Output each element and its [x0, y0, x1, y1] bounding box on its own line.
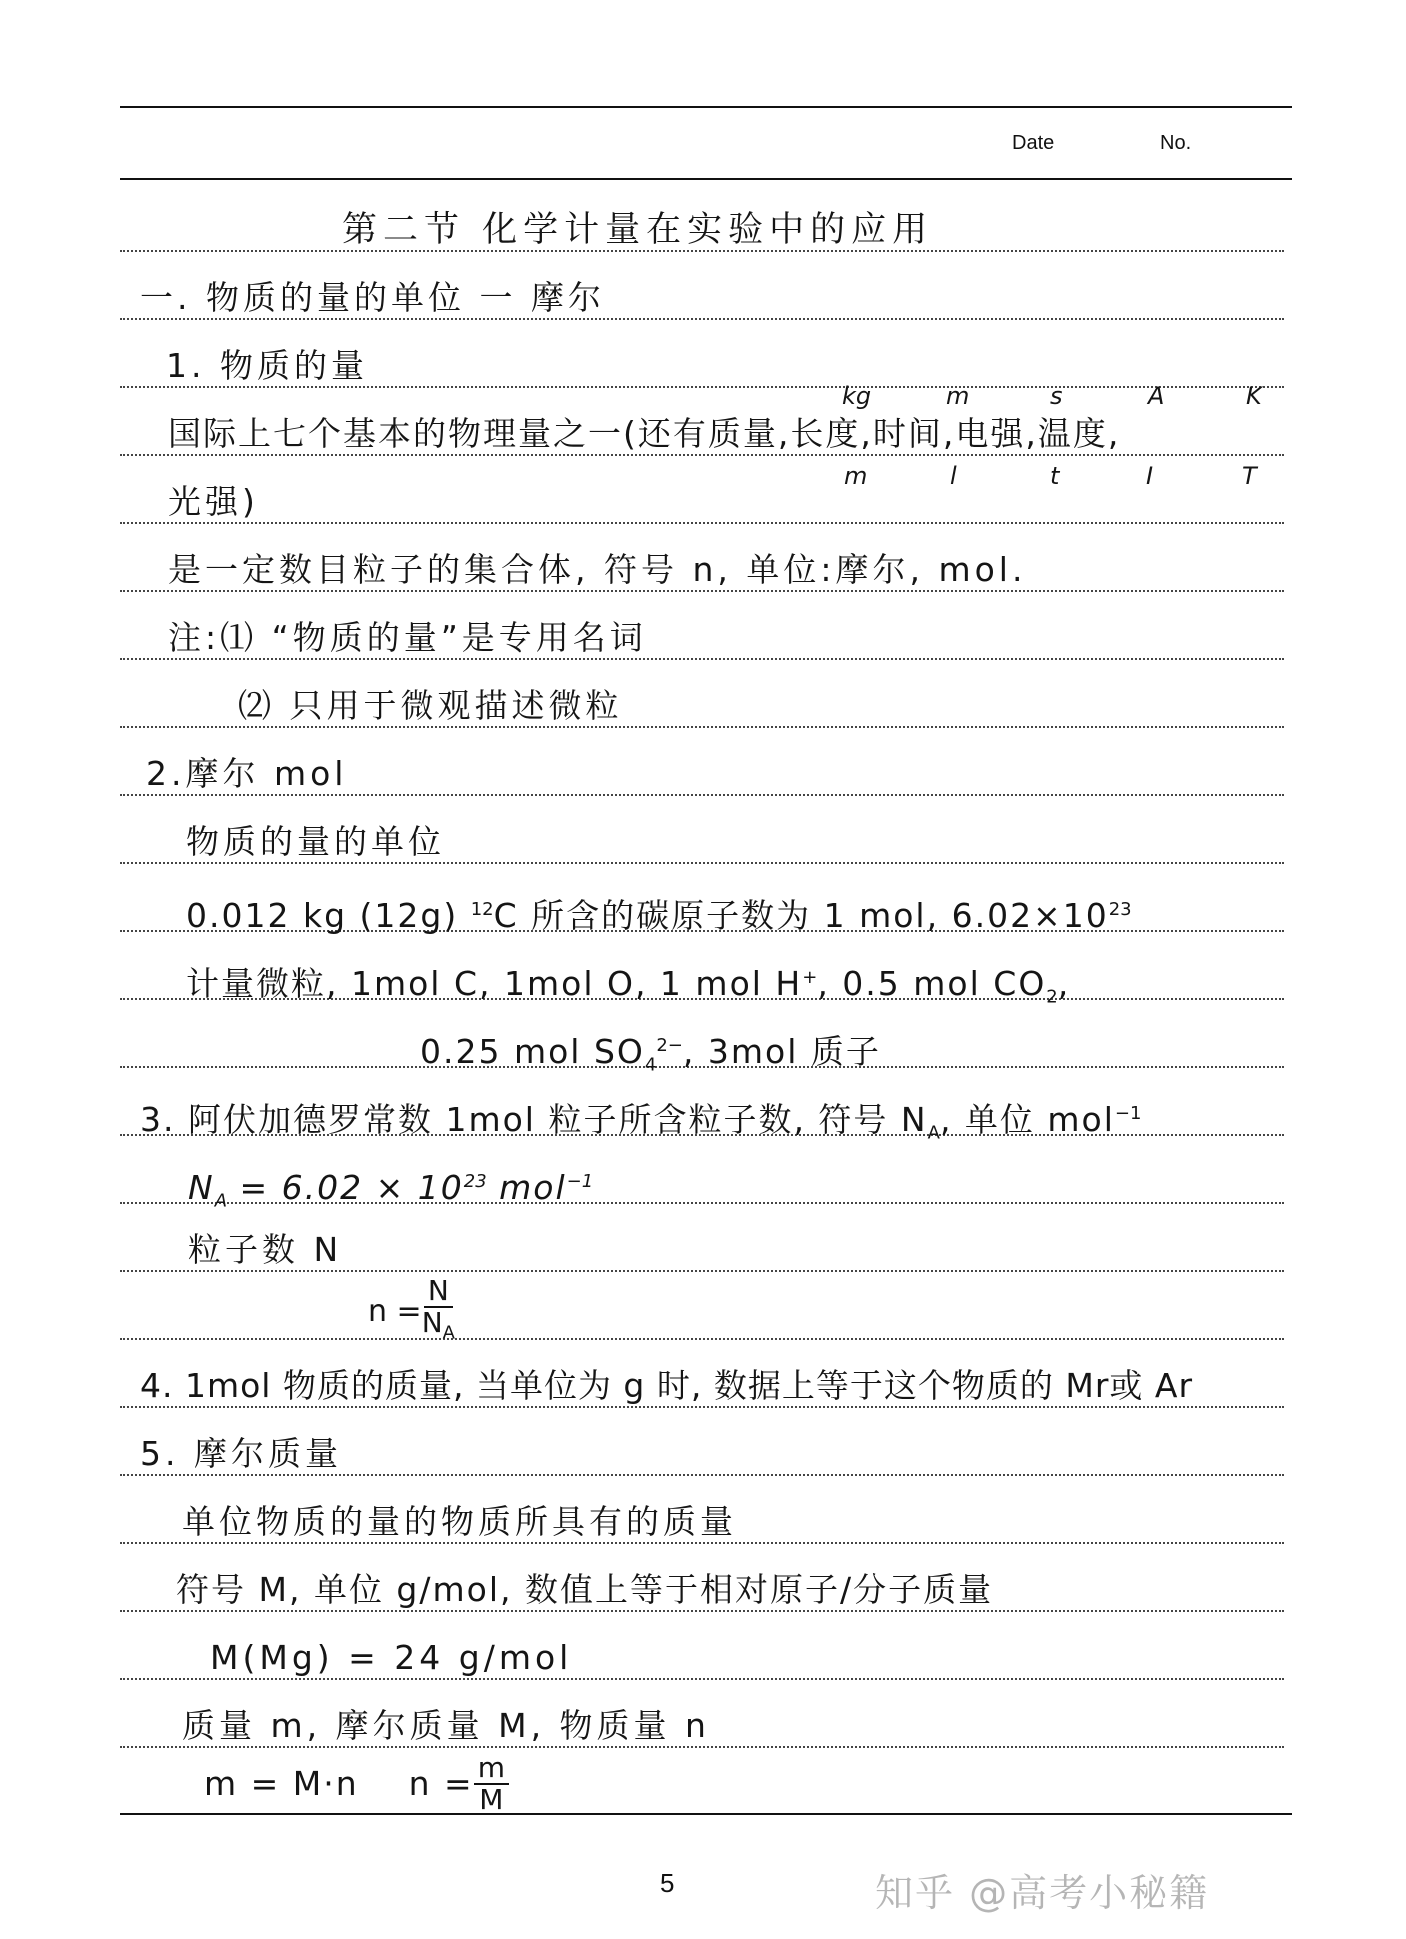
symbol-i: I	[1146, 462, 1154, 490]
ruled-line	[120, 1270, 1284, 1272]
unit-k: K	[1246, 382, 1262, 410]
fraction-denominator: $N_A$	[421, 1305, 455, 1344]
ruled-line	[120, 454, 1284, 456]
date-label: Date	[1012, 132, 1055, 154]
unit-kg: kg	[842, 382, 872, 410]
heading-sub-2: 2.摩尔 mol	[146, 754, 348, 793]
ruled-line	[120, 1610, 1284, 1612]
particles-line-1: 计量微粒, 1mol C, 1mol O, 1 mol H+, 0.5 mol $CO_2$,	[186, 964, 1071, 1008]
footer-rule	[120, 1813, 1292, 1815]
n-equals-n-over-na: n = $\frac{N}{N_A}$	[368, 1282, 455, 1342]
ruled-line	[120, 590, 1284, 592]
ruled-line	[120, 862, 1284, 864]
unit-s: s	[1050, 382, 1063, 410]
heading-sub-5: 5. 摩尔质量	[140, 1434, 342, 1473]
heading-sub-1: 1. 物质的量	[166, 346, 368, 385]
avogadro-value: $N_A = 6.02 \times 10^{23}$ mol$^{-1}$	[188, 1168, 594, 1212]
ruled-line	[120, 250, 1284, 252]
mass-formulas: m = M·n n = $\frac{m}{M}$	[204, 1756, 509, 1812]
molar-mass-definition: 单位物质的量的物质所具有的质量	[182, 1502, 737, 1541]
note-2-text: ⑵ 只用于微观描述微粒	[238, 686, 623, 725]
ruled-line	[120, 726, 1284, 728]
mol-definition: 物质的量的单位	[186, 822, 445, 861]
definition-text: 是一定数目粒子的集合体, 符号 n, 单位:摩尔, mol.	[168, 550, 1027, 589]
mol-carbon-text: 0.012 kg (12g) $^{12}$C 所含的碳原子数为 1 mol, $6.02\times 10^{23}$	[186, 896, 1132, 935]
ruled-line	[120, 1406, 1284, 1408]
heading-sub-4: 4. 1mol 物质的质量, 当单位为 g 时, 数据上等于这个物质的 Mr或 Ar	[140, 1366, 1194, 1405]
ruled-line	[120, 1746, 1284, 1748]
heading-section-1: 一. 物质的量的单位 一 摩尔	[140, 278, 605, 317]
heading-sub-3: 3. 阿伏加德罗常数 1mol 粒子所含粒子数, 符号 $N_A$, 单位 mol$^{-1}$	[140, 1100, 1142, 1144]
ruled-line	[120, 794, 1284, 796]
fraction: $\frac{m}{M}$	[474, 1753, 509, 1815]
ruled-line	[120, 522, 1284, 524]
mg-example: M(Mg) = 24 g/mol	[210, 1638, 573, 1677]
ruled-line	[120, 658, 1284, 660]
note-1-text: 注:⑴ “物质的量”是专用名词	[168, 618, 647, 657]
fraction: $\frac{N}{N_A}$	[422, 1276, 455, 1349]
particle-count-text: 粒子数 N	[188, 1230, 343, 1269]
variables-text: 质量 m, 摩尔质量 M, 物质量 n	[182, 1706, 710, 1745]
seven-quantities-cont: 光强)	[168, 482, 259, 521]
symbol-t-temp: T	[1242, 462, 1257, 490]
ruled-line	[120, 318, 1284, 320]
ruled-line	[120, 386, 1284, 388]
seven-quantities-text: 国际上七个基本的物理量之一(还有质量,长度,时间,电强,温度,	[168, 414, 1121, 453]
unit-a: A	[1148, 382, 1165, 410]
ruled-line	[120, 1678, 1284, 1680]
molar-mass-symbol: 符号 M, 单位 g/mol, 数值上等于相对原子/分子质量	[176, 1570, 994, 1609]
ruled-line	[120, 1474, 1284, 1476]
symbol-t: t	[1050, 462, 1060, 490]
ruled-line	[120, 1338, 1284, 1340]
zhihu-watermark: 知乎 @高考小秘籍	[875, 1871, 1210, 1915]
section-title: 第二节 化学计量在实验中的应用	[342, 210, 934, 250]
ruled-line	[120, 1542, 1284, 1544]
number-label: No.	[1160, 132, 1192, 154]
header-top-rule	[120, 106, 1292, 108]
page-number: 5	[660, 1868, 675, 1898]
symbol-l: l	[950, 462, 957, 490]
symbol-m: m	[844, 462, 868, 490]
unit-m: m	[946, 382, 970, 410]
particles-line-2: 0.25 mol $SO_4^{2-}$, 3mol 质子	[420, 1032, 881, 1076]
header-bottom-rule	[120, 178, 1292, 180]
